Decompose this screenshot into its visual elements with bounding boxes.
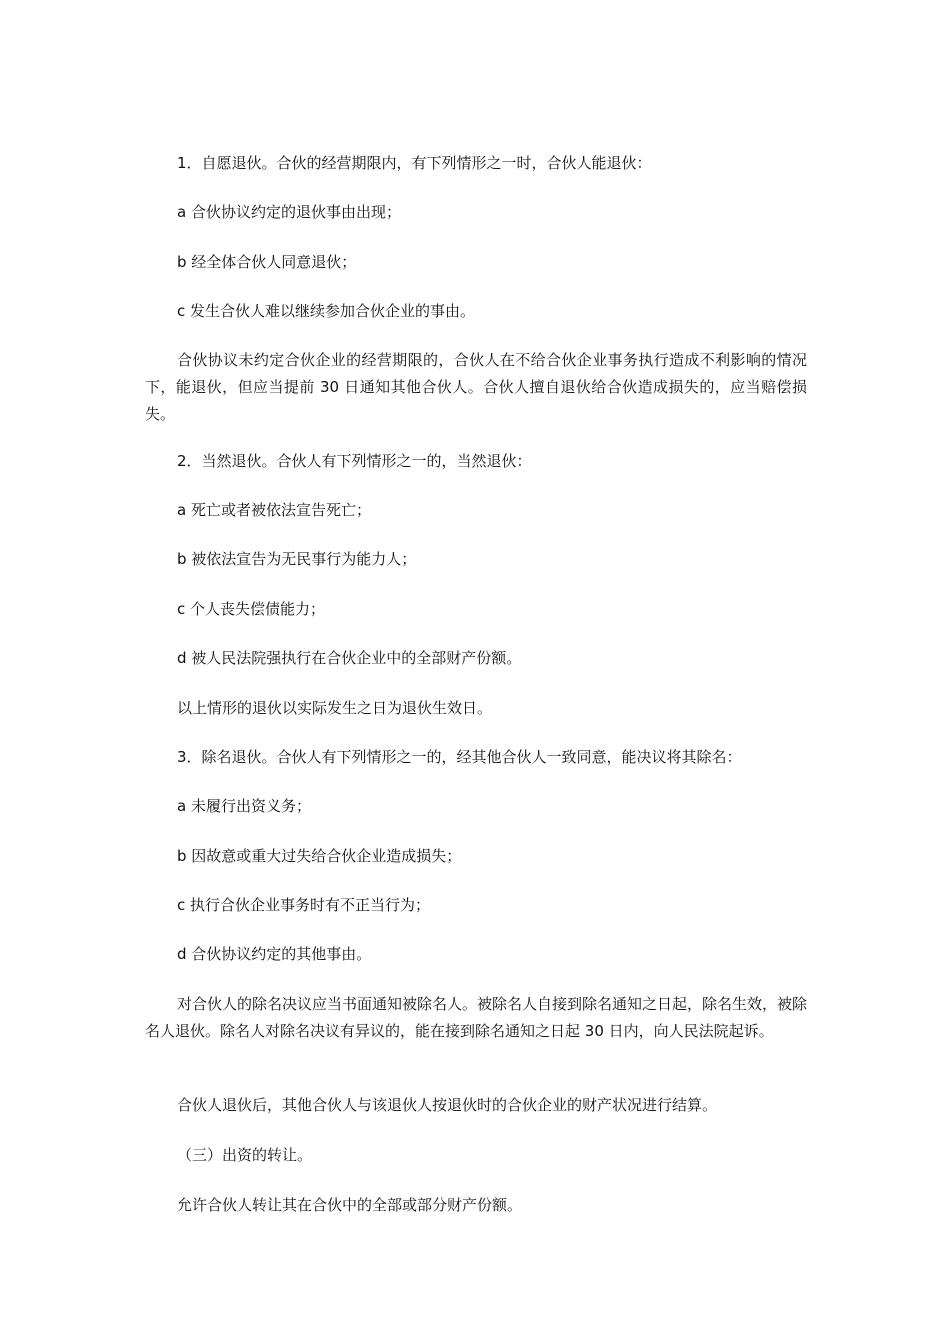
list-item: b 经全体合伙人同意退伙；	[177, 253, 357, 271]
paragraph-expulsion-notice: 对合伙人的除名决议应当书面通知被除名人。被除名人自接到除名通知之日起，除名生效，被除名人退伙。除名人对除名决议有异议的，能在接到除名通知之日起 30 日内，向人民法院起诉。	[145, 995, 808, 1040]
paragraph-automatic-withdrawal: 2．当然退伙。合伙人有下列情形之一的，当然退伙：	[177, 452, 532, 470]
list-item: c 个人丧失偿债能力；	[177, 600, 326, 618]
paragraph-expulsion-withdrawal: 3．除名退伙。合伙人有下列情形之一的，经其他合伙人一致同意，能决议将其除名：	[177, 748, 742, 766]
list-item: d 合伙协议约定的其他事由。	[177, 945, 372, 963]
paragraph-no-term-withdrawal: 合伙协议未约定合伙企业的经营期限的，合伙人在不给合伙企业事务执行造成不利影响的情况下，能退伙，但应当提前 30 日通知其他合伙人。合伙人擅自退伙给合伙造成损失的，应当赔偿损失。	[145, 351, 807, 423]
list-item: c 执行合伙企业事务时有不正当行为；	[177, 896, 431, 914]
list-item: a 未履行出资义务；	[177, 797, 311, 815]
list-item: b 被依法宣告为无民事行为能力人；	[177, 550, 417, 568]
list-item: b 因故意或重大过失给合伙企业造成损失；	[177, 847, 462, 865]
paragraph-settlement: 合伙人退伙后，其他合伙人与该退伙人按退伙时的合伙企业的财产状况进行结算。	[177, 1096, 718, 1114]
list-item: d 被人民法院强执行在合伙企业中的全部财产份额。	[177, 649, 522, 667]
paragraph-effective-date: 以上情形的退伙以实际发生之日为退伙生效日。	[177, 699, 493, 717]
paragraph-transfer: 允许合伙人转让其在合伙中的全部或部分财产份额。	[177, 1196, 523, 1214]
section-heading: （三）出资的转让。	[177, 1146, 313, 1164]
list-item: c 发生合伙人难以继续参加合伙企业的事由。	[177, 302, 476, 320]
list-item: a 合伙协议约定的退伙事由出现；	[177, 203, 401, 221]
list-item: a 死亡或者被依法宣告死亡；	[177, 501, 371, 519]
paragraph-voluntary-withdrawal: 1．自愿退伙。合伙的经营期限内，有下列情形之一时，合伙人能退伙：	[177, 154, 652, 172]
